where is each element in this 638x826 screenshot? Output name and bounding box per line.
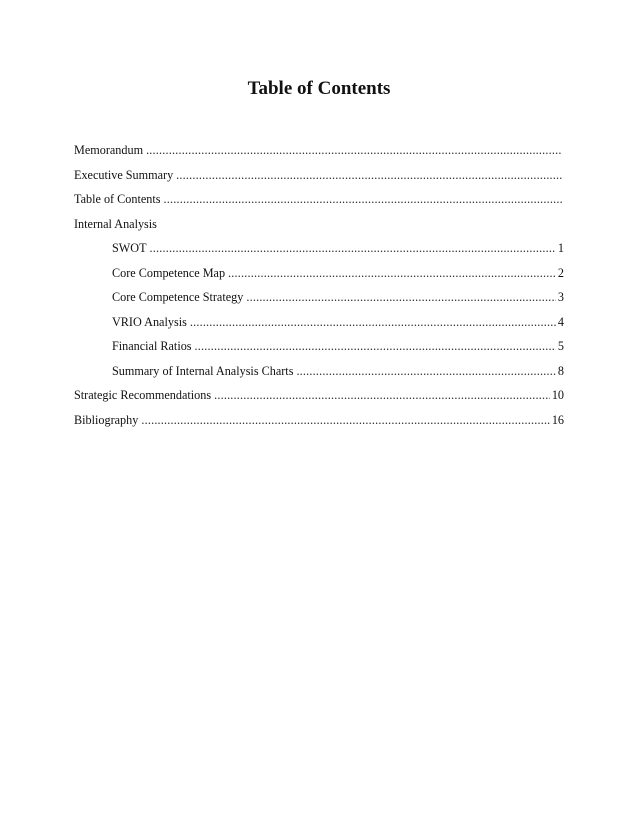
toc-entry-label: Strategic Recommendations [74, 388, 212, 402]
toc-dot-leader [246, 289, 556, 305]
toc-entry-label: Executive Summary [74, 167, 174, 182]
toc-entry [74, 412, 564, 437]
toc-entry [74, 363, 564, 388]
toc-entry-label: Table of Contents [74, 192, 161, 206]
toc-page-number: 10 [551, 388, 564, 402]
toc-entry-label: VRIO Analysis [112, 314, 187, 329]
table-of-contents [74, 142, 564, 436]
toc-entry [74, 167, 564, 192]
toc-page-number: 8 [557, 363, 564, 378]
toc-entry-label: SWOT [112, 241, 147, 255]
toc-dot-leader [296, 363, 555, 379]
toc-entry [74, 338, 564, 363]
toc-entry [74, 240, 564, 265]
toc-entry [74, 142, 564, 167]
toc-dot-leader [150, 240, 556, 256]
toc-page-number: 2 [557, 265, 564, 280]
toc-entry [74, 314, 564, 339]
toc-entry [74, 216, 564, 241]
toc-dot-leader [190, 314, 556, 330]
toc-page-number: 16 [551, 412, 564, 427]
toc-dot-leader [141, 412, 549, 428]
toc-entry-label: Core Competence Strategy [112, 290, 244, 304]
toc-page-number: 3 [557, 290, 564, 304]
toc-entry-label: Financial Ratios [112, 339, 192, 353]
toc-page-number: 4 [557, 314, 564, 329]
toc-entry-label: Internal Analysis [74, 216, 157, 231]
toc-page-number: 5 [557, 339, 564, 353]
toc-dot-leader [176, 167, 562, 183]
toc-dot-leader [195, 338, 556, 354]
toc-dot-leader [214, 387, 550, 403]
toc-entry [74, 191, 564, 216]
toc-entry [74, 387, 564, 412]
toc-entry [74, 265, 564, 290]
toc-entry-label: Memorandum [74, 143, 144, 157]
toc-entry-label: Bibliography [74, 412, 139, 427]
toc-dot-leader [146, 142, 562, 158]
toc-dot-leader [228, 265, 556, 281]
toc-dot-leader [163, 191, 562, 207]
page-title: Table of Contents [247, 78, 391, 99]
toc-entry [74, 289, 564, 314]
toc-entry-label: Summary of Internal Analysis Charts [112, 363, 294, 378]
toc-entry-label: Core Competence Map [112, 265, 226, 280]
toc-page-number: 1 [557, 241, 564, 255]
